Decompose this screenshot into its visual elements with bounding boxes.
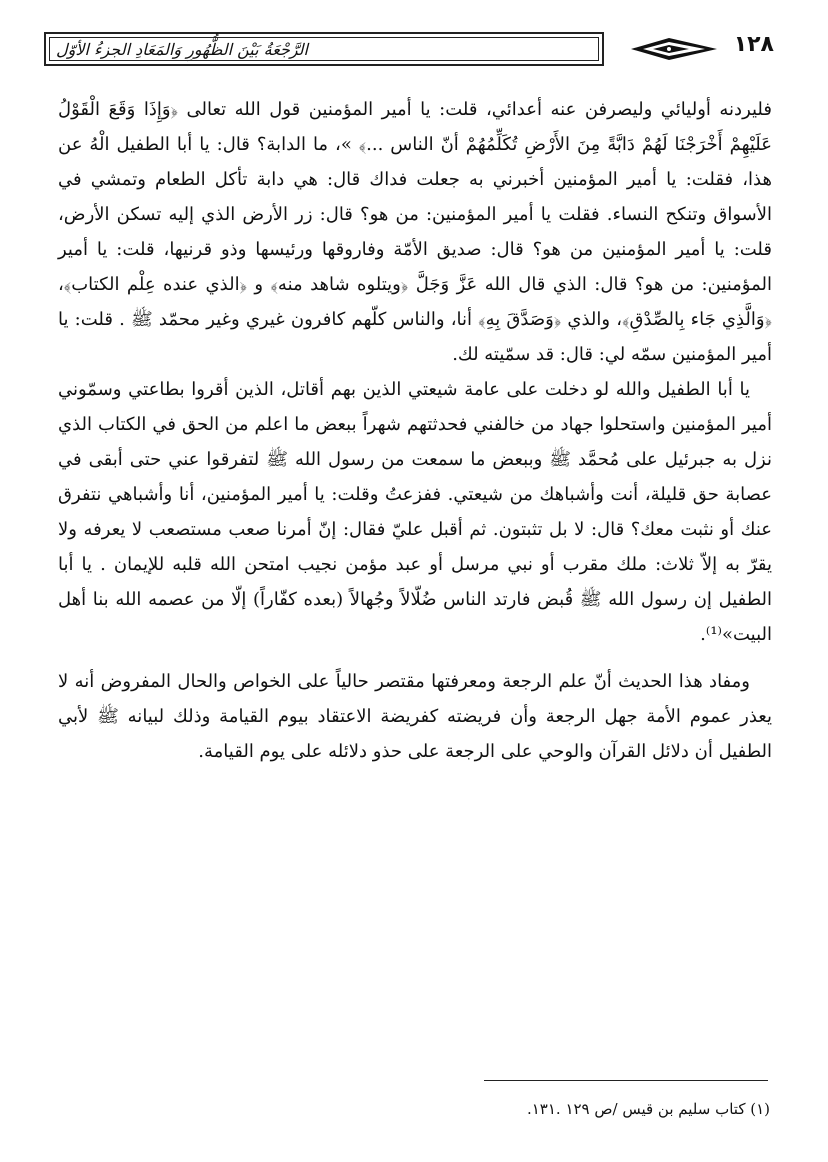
page-number: ١٢٨ — [733, 32, 774, 57]
header-title-frame — [44, 32, 604, 66]
header-ornament-icon — [629, 34, 719, 64]
footnote: (١) كتاب سليم بن قيس /ص ١٢٩ .١٣١. — [526, 1100, 770, 1118]
main-text — [58, 92, 772, 769]
paragraph-3: ومفاد هذا الحديث أنّ علم الرجعة ومعرفتها مقتصر حالياً على الخواص والحال المفروض أنه لا يعذر عموم الأمة جهل الرجعة وأن فريضته كفريضة الاعتقاد بيوم القيامة وذلك لبيانه ﷺ لأبي الطفيل أن دلائل القرآن والوحي على الرجعة على حذو دلائله على يوم القيامة. — [58, 671, 772, 762]
footnote-separator — [484, 1080, 768, 1081]
paragraph-1: فليردنه أوليائي وليصرفن عنه أعدائي، قلت: يا أمير المؤمنين قول الله تعالى ﴿وَإِذَا وَقَعَ الْقَوْلُ عَلَيْهِمْ أَخْرَجْنَا لَهُمْ دَابَّةً مِنَ الأَرْضِ تُكَلِّمُهُمْ أنّ الناس ...﴾ »، ما الدابة؟ قال: يا أبا الطفيل الْهُ عن هذا، فقلت: يا أمير المؤمنين أخبرني به جعلت فداك قال: هي دابة تأكل الطعام وتمشي في الأسواق وتنكح النساء. فقلت يا أمير المؤمنين: من هو؟ قال: زر الأرض الذي إليه تسكن الأرض، قلت: يا أمير المؤمنين من هو؟ قال: صديق الأمّة وفاروقها ورئيسها وذو قرنيها، قلت: يا أمير المؤمنين: من هو؟ قال: الذي قال الله عَزَّ وَجَلَّ ﴿ويتلوه شاهد منه﴾ و ﴿الذي عنده عِلْم الكتاب﴾، ﴿وَالَّذِي جَاء بِالصِّدْقِ﴾، والذي ﴿وَصَدَّقَ بِهِ﴾ أنا، والناس كلّهم كافرون غيري وغير محمّد ﷺ . قلت: يا أمير المؤمنين سمّه لي: قال: قد سمّيته لك. — [58, 99, 772, 365]
running-title: الرَّجْعَةُ بَيْنَ الظُّهُورِ وَالمَعَادِ الجزءُ الأوّل — [56, 40, 308, 59]
paragraph-2: يا أبا الطفيل والله لو دخلت على عامة شيعتي الذين بهم أقاتل، الذين أقروا بطاعتي وسمّوني أمير المؤمنين واستحلوا جهاد من خالفني فحدثتهم شهراً ببعض ما اعلم من الحق في الكتاب الذي نزل به جبرئيل على مُحمَّد ﷺ وببعض ما سمعت من رسول الله ﷺ لتفرقوا عني حتى أبقى في عصابة حق قليلة، أنت وأشباهك من شيعتي. ففزعتُ وقلت: يا أمير المؤمنين، أنا وأشباهي نتفرق عنك أو نثبت معك؟ قال: لا بل تثبتون. ثم أقبل عليّ فقال: إنّ أمرنا صعب مستصعب لا يعرفه ولا يقرّ به إلاّ ثلاث: ملك مقرب أو نبي مرسل أو عبد مؤمن نجيب امتحن الله قلبه للإيمان . يا أبا الطفيل إن رسول الله ﷺ قُبض فارتد الناس ضُلّالاً وجُهالاً (بعده كفّاراً) إلّا من عصمه الله بنا أهل البيت»⁽¹⁾. — [58, 379, 772, 645]
page-header — [44, 32, 774, 68]
